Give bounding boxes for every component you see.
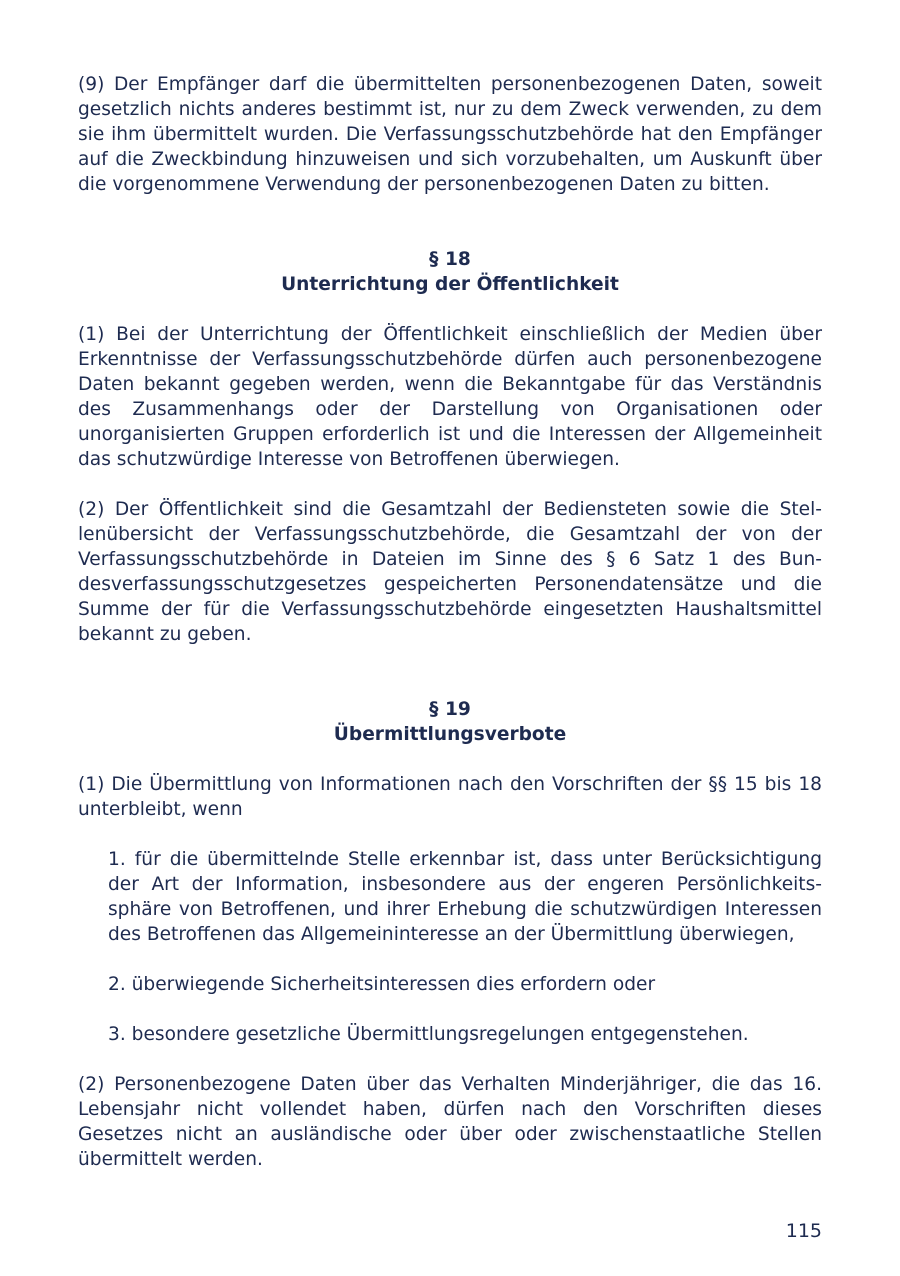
section-19-list [78,847,822,1047]
list-item: 1. für die übermittelnde Stelle erkennbar ist, dass unter Berücksichtigung der Art der Information, insbesondere aus der engeren Persönlichkeitssphäre von Betroffenen, und ihrer Erhebung die schutzwürdigen Interessen des Betroffenen das Allgemeininteresse an der Übermittlung überwiegen, [108,849,822,945]
section-19-paragraph-2: (2) Personenbezogene Daten über das Verhalten Minderjähriger, die das 16. Lebensjahr nicht vollendet haben, dürfen nach den Vorschriften dieses Gesetzes nicht an ausländische oder über oder zwischenstaatliche Stellen übermittelt werden. [78,1074,822,1170]
section-18-paragraph-2: (2) Der Öffentlichkeit sind die Gesamtzahl der Bediensteten sowie die Stellenübersicht der Verfassungsschutzbehörde, die Gesamtzahl der von der Verfassungsschutzbehörde in Dateien im Sinne des § 6 Satz 1 des Bundesverfassungsschutzgesetzes gespeicherten Personendatensätze und die Summe der für die Verfassungsschutzbehörde eingesetzten Haushaltsmittel bekannt zu geben. [78,499,822,645]
list-item: 2. überwiegende Sicherheitsinteressen dies erfordern oder [108,974,656,995]
section-18-number: § 18 [429,249,471,270]
section-19-number: § 19 [429,699,471,720]
document-page [78,72,822,1172]
section-19-title: Übermittlungsverbote [333,724,567,745]
section-18-paragraph-1: (1) Bei der Unterrichtung der Öffentlichkeit einschließlich der Medien über Erkenntnisse der Verfassungsschutzbehörde dürfen auch personenbezogene Daten bekannt gegeben werden, wenn die Bekanntgabe für das Verständnis des Zusammenhangs oder der Darstellung von Organisationen oder unorganisierten Gruppen erforderlich ist und die Interessen der Allgemeinheit das schutzwürdige Interesse von Betroffenen überwiegen. [78,324,822,470]
paragraph-9: (9) Der Empfänger darf die übermittelten personenbezogenen Daten, soweit gesetzlich nichts anderes bestimmt ist, nur zu dem Zweck verwenden, zu dem sie ihm übermittelt wurden. Die Verfassungsschutzbehörde hat den Empfänger auf die Zweckbindung hinzuweisen und sich vorzubehalten, um Auskunft über die vorgenommene Verwendung der personenbezogenen Daten zu bitten. [78,74,822,195]
section-19-paragraph-1: (1) Die Übermittlung von Informationen nach den Vorschriften der §§ 15 bis 18 unterbleibt, wenn [78,774,822,820]
section-19-heading [78,697,822,747]
section-18-heading [78,247,822,297]
page-number: 115 [785,1220,822,1242]
section-18-title: Unterrichtung der Öffentlichkeit [281,274,619,295]
list-item: 3. besondere gesetzliche Übermittlungsregelungen entgegenstehen. [108,1024,749,1045]
